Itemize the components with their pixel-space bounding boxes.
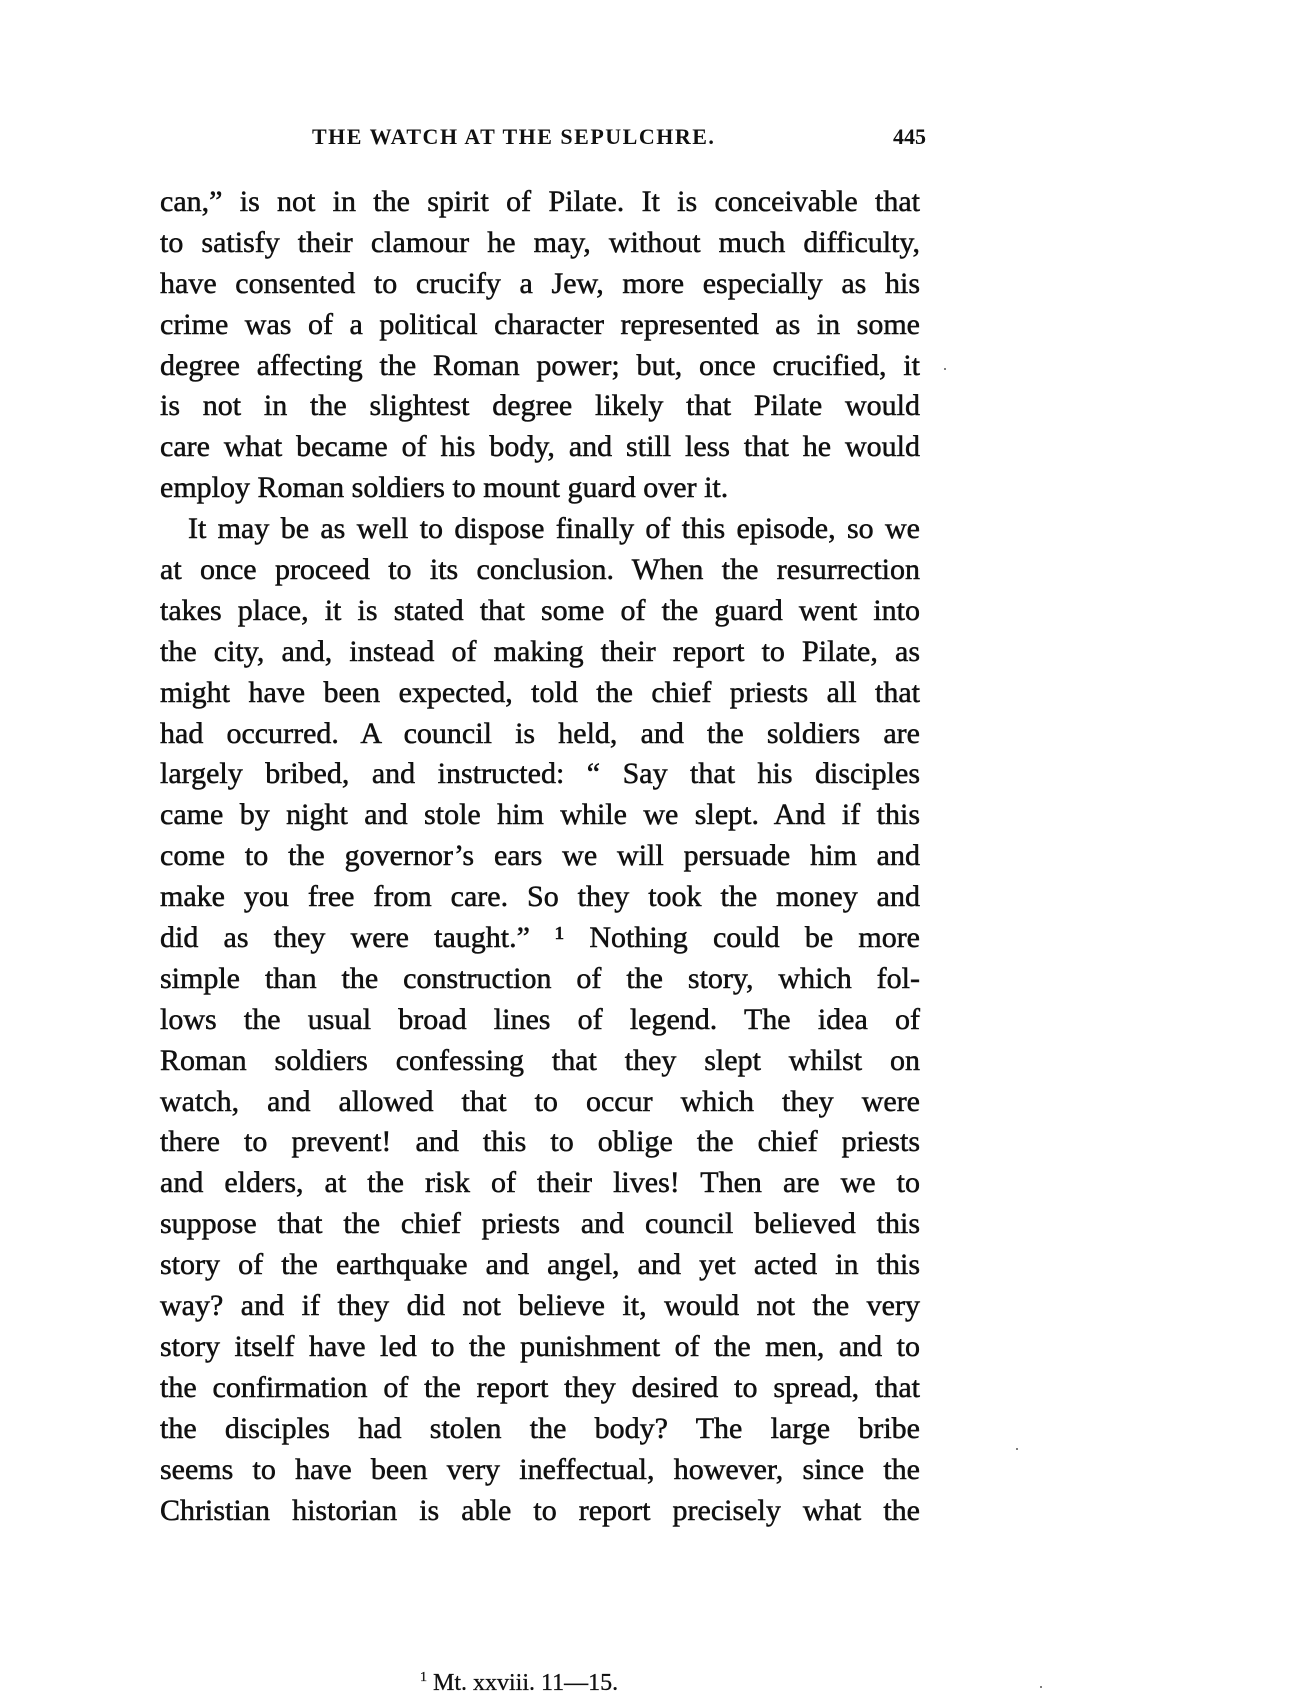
text-line: way? and if they did not believe it, would not the very [160, 1289, 920, 1323]
footnote [420, 1670, 618, 1697]
text-line: come to the governor’s ears we will persuade him and [160, 839, 920, 873]
text-line: is not in the slightest degree likely that Pilate would [160, 389, 920, 423]
text-line: Roman soldiers confessing that they slept whilst on [160, 1043, 920, 1077]
text-line: the city, and, instead of making their report to Pilate, as [160, 634, 920, 668]
text-line: the confirmation of the report they desired to spread, that [160, 1370, 920, 1404]
text-line: takes place, it is stated that some of the guard went into [160, 593, 920, 627]
body-text [160, 182, 920, 1531]
footnote-text: Mt. xxviii. 11—15. [433, 1670, 619, 1696]
text-line: at once proceed to its conclusion. When the resurrection [160, 553, 920, 587]
running-header [160, 124, 926, 158]
text-line: story itself have led to the punishment of the men, and to [160, 1329, 920, 1363]
text-line: came by night and stole him while we slept. And if this [160, 798, 920, 832]
scan-speck [1016, 1448, 1018, 1450]
running-title: THE WATCH AT THE SEPULCHRE. [312, 124, 716, 149]
text-line: employ Roman soldiers to mount guard over it. [160, 471, 729, 505]
text-line: lows the usual broad lines of legend. The idea of [160, 1002, 920, 1036]
text-line: and elders, at the risk of their lives! Then are we to [160, 1166, 920, 1200]
text-line: simple than the construction of the story, which fol- [160, 961, 920, 995]
text-line: can,” is not in the spirit of Pilate. It is conceivable that [160, 185, 920, 218]
text-line: to satisfy their clamour he may, without much difficulty, [160, 225, 920, 259]
text-line: had occurred. A council is held, and the soldiers are [160, 716, 920, 750]
text-line: suppose that the chief priests and council believed this [160, 1207, 920, 1241]
text-line: story of the earthquake and angel, and yet acted in this [160, 1248, 920, 1282]
page-number: 445 [893, 124, 926, 149]
footnote-marker: 1 [420, 1670, 427, 1685]
scan-speck [944, 368, 946, 370]
text-line: make you free from care. So they took the money and [160, 880, 920, 914]
text-line: did as they were taught.” ¹ Nothing could be more [160, 921, 920, 955]
text-line: It may be as well to dispose finally of this episode, so we [188, 512, 920, 546]
text-line: might have been expected, told the chief priests all that [160, 675, 920, 709]
text-line: have consented to crucify a Jew, more especially as his [160, 266, 920, 300]
text-line: largely bribed, and instructed: “ Say that his disciples [160, 757, 920, 791]
text-line: care what became of his body, and still less that he would [160, 430, 920, 464]
text-line: crime was of a political character represented as in some [160, 307, 920, 341]
text-line: degree affecting the Roman power; but, once crucified, it [160, 348, 920, 382]
text-line: seems to have been very ineffectual, however, since the [160, 1452, 920, 1486]
text-line: there to prevent! and this to oblige the chief priests [160, 1125, 920, 1159]
text-line: watch, and allowed that to occur which they were [160, 1084, 920, 1118]
scan-speck [1040, 1686, 1042, 1688]
text-line: Christian historian is able to report precisely what the [160, 1493, 920, 1527]
text-line: the disciples had stolen the body? The large bribe [160, 1411, 920, 1445]
